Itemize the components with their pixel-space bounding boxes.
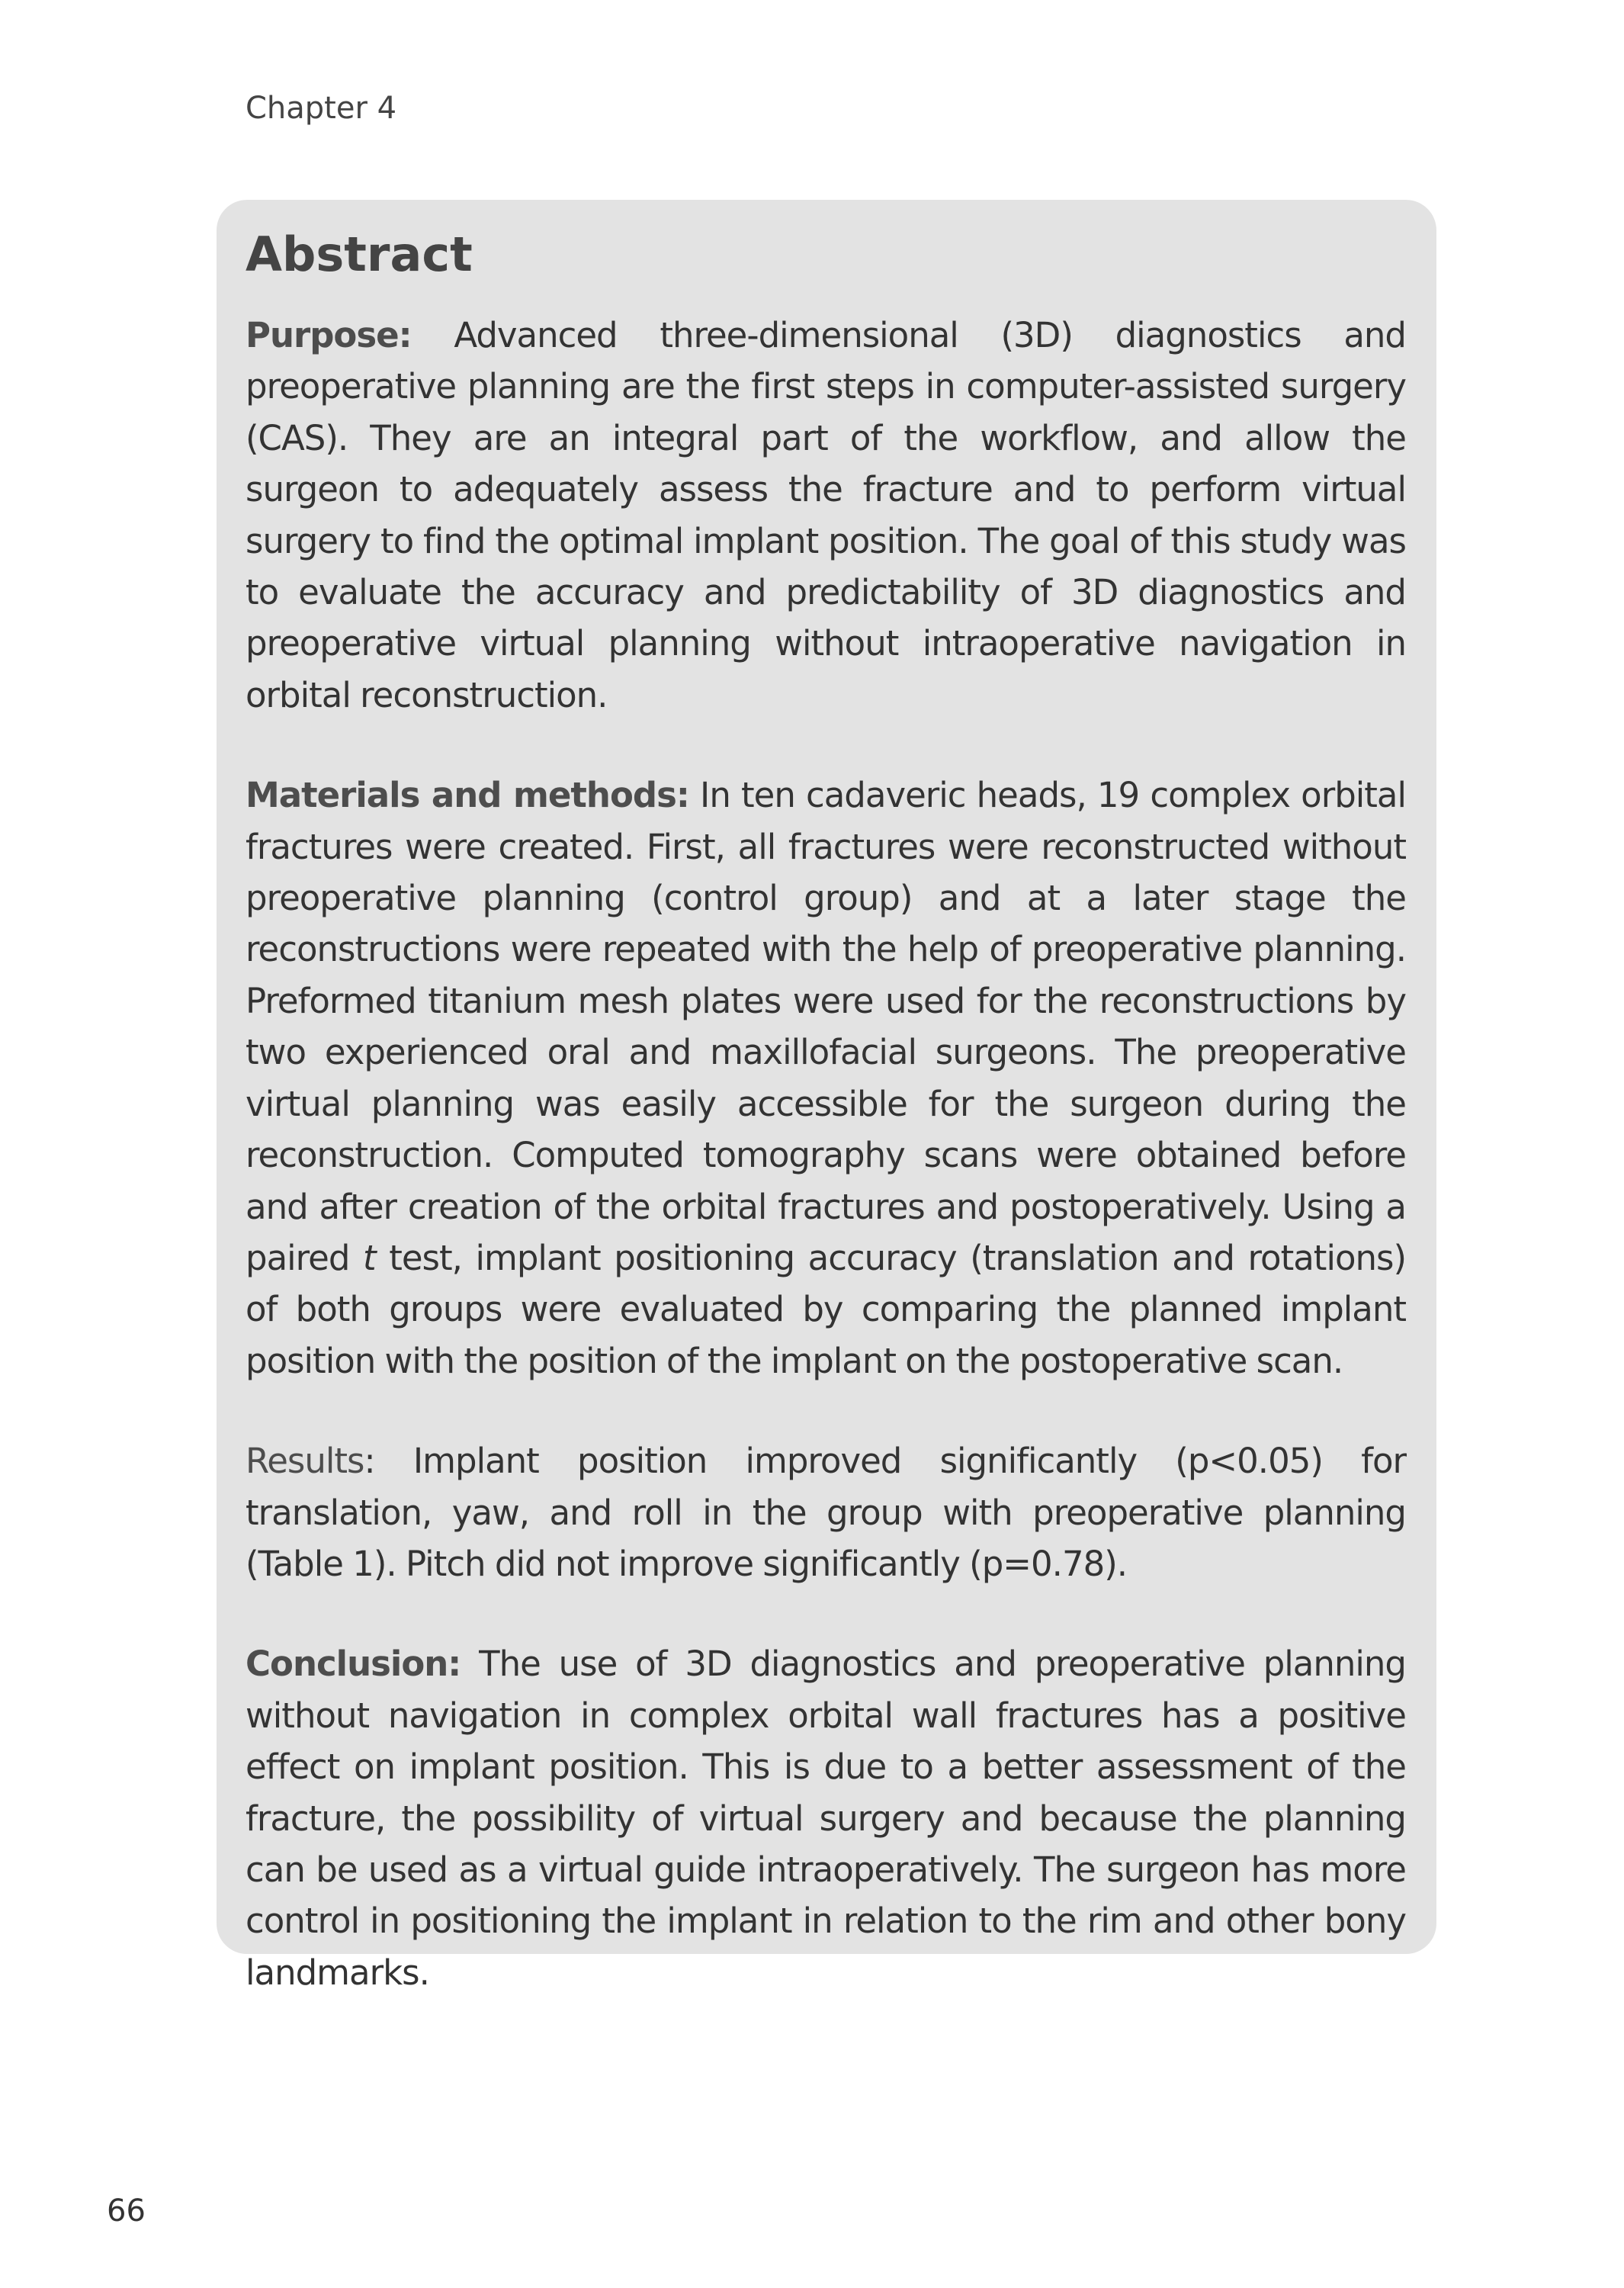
conclusion-text: The use of 3D diagnostics and preoperative planning without navigation in complex orbital wall fractures has a positive effect on implant position. This is due to a better assessment of the fracture, the possibility of virtual surgery and because the planning can be used as a virtual guide intraoperatively. The surgeon has more control in positioning the implant in relation to the rim and other bony landmarks.: [246, 1644, 1406, 1993]
results-label: Results: [246, 1441, 364, 1482]
methods-text-part2: test, implant positioning accuracy (translation and rotations) of both groups were evaluated by comparing the planned implant position with the position of the implant on the postoperative scan.: [246, 1237, 1406, 1381]
results-section: [246, 1435, 1406, 1589]
running-header-chapter: Chapter 4: [246, 91, 397, 126]
abstract-title: Abstract: [246, 227, 473, 282]
methods-text-part1: In ten cadaveric heads, 19 complex orbital fractures were created. First, all fractures were reconstructed without preoperative planning (control group) and at a later stage the reconstructions were repeated with the help of preoperative planning. Preformed titanium mesh plates were used for the reconstructions by two experienced oral and maxillofacial surgeons. The preoperative virtual planning was easily accessible for the surgeon during the reconstruction. Computed tomography scans were obtained before and after creation of the orbital fractures and postoperatively. Using a paired: [246, 775, 1407, 1278]
conclusion-section: [246, 1638, 1406, 1998]
methods-section: [246, 770, 1406, 1387]
purpose-label: Purpose:: [246, 315, 412, 355]
results-text: : Implant position improved significantly (p<0.05) for translation, yaw, and roll in the group with preoperative planning (Table 1). Pitch did not improve significantly (p=0.78).: [246, 1441, 1406, 1584]
purpose-section: [246, 310, 1406, 721]
methods-italic-t: t: [362, 1237, 376, 1278]
methods-label: Materials and methods:: [246, 775, 689, 816]
abstract-box: [217, 200, 1436, 1993]
page-number: 66: [107, 2193, 146, 2229]
purpose-text: Advanced three-dimensional (3D) diagnostics and preoperative planning are the first steps in computer-assisted surgery (CAS). They are an integral part of the workflow, and allow the surgeon to adequately assess the fracture and to perform virtual surgery to find the optimal implant position. The goal of this study was to evaluate the accuracy and predictability of 3D diagnostics and preoperative virtual planning without intraoperative navigation in orbital reconstruction.: [246, 315, 1406, 715]
conclusion-label: Conclusion:: [246, 1644, 461, 1685]
